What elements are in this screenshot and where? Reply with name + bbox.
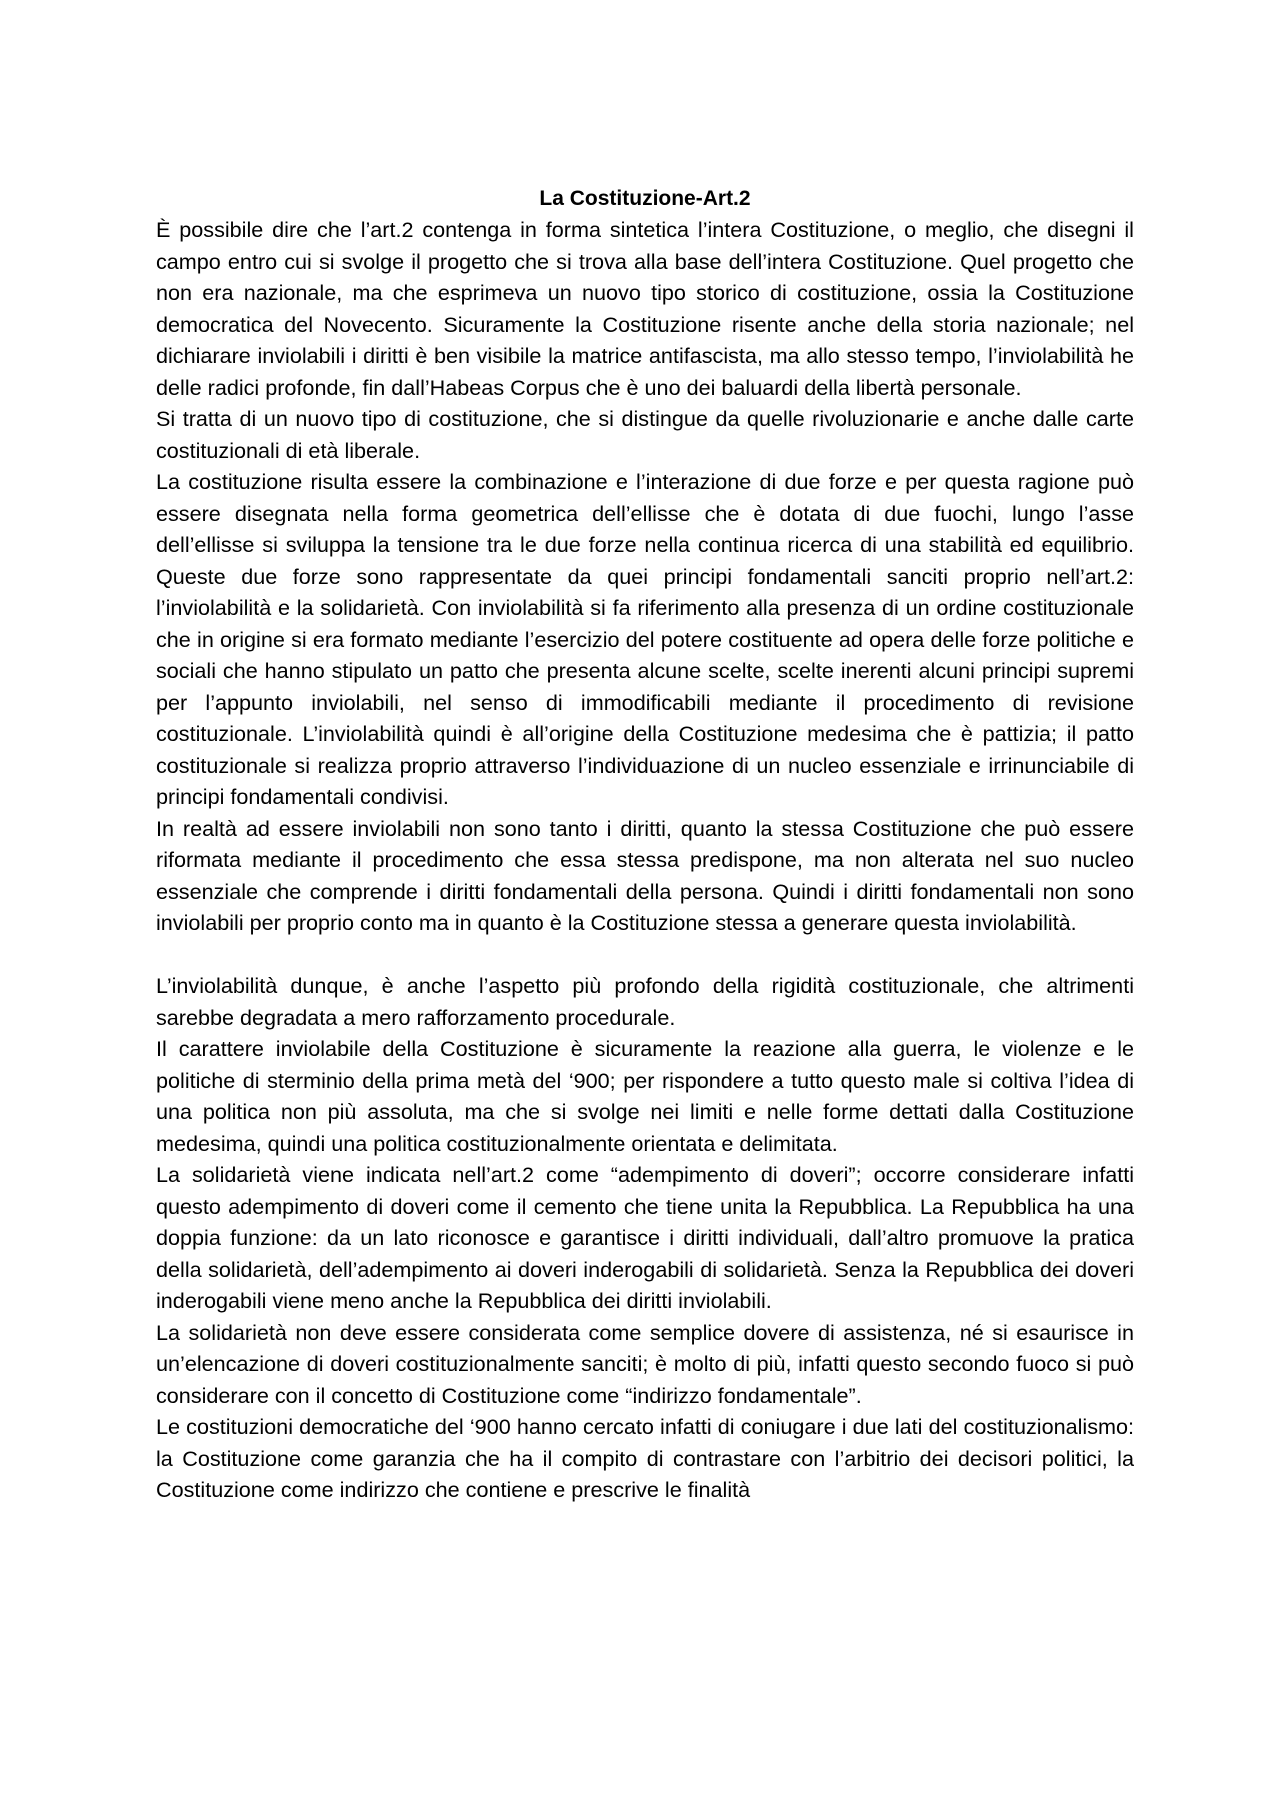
paragraph-8: La solidarietà non deve essere considerata come semplice dovere di assistenza, né si esaurisce in un’elencazione di doveri costituzionalmente sanciti; è molto di più, infatti questo secondo fuoco si può considerare con il concetto di Costituzione come “indirizzo fondamentale”.	[156, 1319, 1134, 1408]
document-page	[156, 183, 1134, 1506]
document-title: La Costituzione-Art.2	[539, 187, 751, 210]
paragraph-9: Le costituzioni democratiche del ‘900 hanno cercato infatti di coniugare i due lati del costituzionalismo: la Costituzione come garanzia che ha il compito di contrastare con l’arbitrio dei decisori politici, la Costituzione come indirizzo che contiene e prescrive le finalità	[156, 1414, 1134, 1502]
paragraph-3: La costituzione risulta essere la combinazione e l’interazione di due forze e per questa ragione può essere disegnata nella forma geometrica dell’ellisse che è dotata di due fuochi, lungo l’asse dell’ellisse si sviluppa la tensione tra le due forze nella continua ricerca di una stabilità ed equilibrio. Queste due forze sono rappresentate da quei principi fondamentali sanciti proprio nell’art.2: l’inviolabilità e la solidarietà. Con inviolabilità si fa riferimento alla presenza di un ordine costituzionale che in origine si era formato mediante l’esercizio del potere costituente ad opera delle forze politiche e sociali che hanno stipulato un patto che presenta alcune scelte, scelte inerenti alcuni principi supremi per l’appunto inviolabili, nel senso di immodificabili mediante il procedimento di revisione costituzionale. L’inviolabilità quindi è all’origine della Costituzione medesima che è pattizia; il patto costituzionale si realizza proprio attraverso l’individuazione di un nucleo essenziale e irrinunciabile di principi fondamentali condivisi.	[156, 469, 1134, 809]
paragraph-2: Si tratta di un nuovo tipo di costituzione, che si distingue da quelle rivoluzionarie e anche dalle carte costituzionali di età liberale.	[156, 406, 1134, 463]
paragraph-spacer	[156, 939, 1134, 971]
paragraph-5: L’inviolabilità dunque, è anche l’aspetto più profondo della rigidità costituzionale, che altrimenti sarebbe degradata a mero rafforzamento procedurale.	[156, 973, 1134, 1030]
paragraph-7: La solidarietà viene indicata nell’art.2 come “adempimento di doveri”; occorre considerare infatti questo adempimento di doveri come il cemento che tiene unita la Repubblica. La Repubblica ha una doppia funzione: da un lato riconosce e garantisce i diritti individuali, dall’altro promuove la pratica della solidarietà, dell’adempimento ai doveri inderogabili di solidarietà. Senza la Repubblica dei doveri inderogabili viene meno anche la Repubblica dei diritti inviolabili.	[156, 1162, 1134, 1313]
paragraph-6: Il carattere inviolabile della Costituzione è sicuramente la reazione alla guerra, le violenze e le politiche di sterminio della prima metà del ‘900; per rispondere a tutto questo male si coltiva l’idea di una politica non più assoluta, ma che si svolge nei limiti e nelle forme dettati dalla Costituzione medesima, quindi una politica costituzionalmente orientata e delimitata.	[156, 1036, 1134, 1156]
paragraph-4: In realtà ad essere inviolabili non sono tanto i diritti, quanto la stessa Costituzione che può essere riformata mediante il procedimento che essa stessa predispone, ma non alterata nel suo nucleo essenziale che comprende i diritti fondamentali della persona. Quindi i diritti fondamentali non sono inviolabili per proprio conto ma in quanto è la Costituzione stessa a generare questa inviolabilità.	[156, 815, 1134, 935]
paragraph-1: È possibile dire che l’art.2 contenga in forma sintetica l’intera Costituzione, o meglio, che disegni il campo entro cui si svolge il progetto che si trova alla base dell’intera Costituzione. Quel progetto che non era nazionale, ma che esprimeva un nuovo tipo storico di costituzione, ossia la Costituzione democratica del Novecento. Sicuramente la Costituzione risente anche della storia nazionale; nel dichiarare inviolabili i diritti è ben visibile la matrice antifascista, ma allo stesso tempo, l’inviolabilità he delle radici profonde, fin dall’Habeas Corpus che è uno dei baluardi della libertà personale.	[156, 217, 1134, 400]
